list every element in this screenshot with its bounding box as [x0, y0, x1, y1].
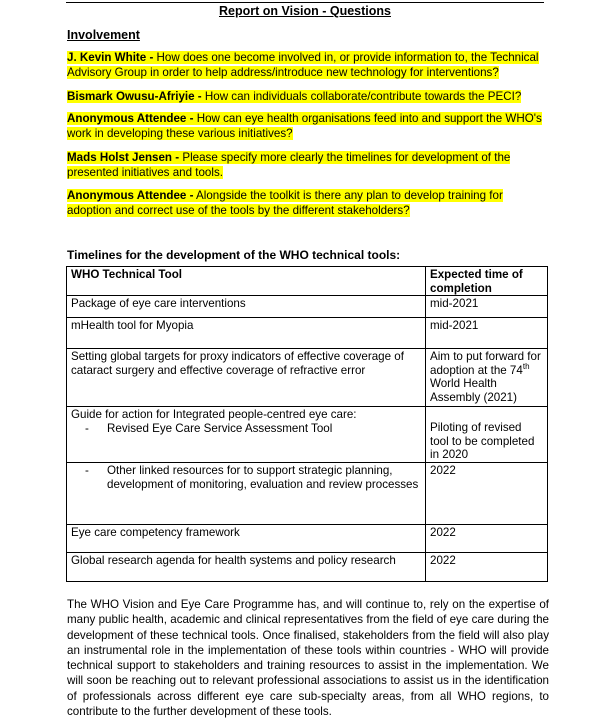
timelines-heading: Timelines for the development of the WHO technical tools: — [67, 248, 401, 262]
time-cell: 2022 — [426, 552, 548, 581]
asker-name: Mads Holst Jensen - — [67, 151, 180, 164]
asker-name: Anonymous Attendee - — [67, 189, 194, 202]
question-text: How can individuals collaborate/contribute towards the PECI? — [201, 90, 522, 103]
guide-label: Guide for action for Integrated people-centred eye care: — [71, 408, 357, 422]
time-cell: mid-2021 — [426, 318, 548, 349]
time-cell — [426, 349, 548, 407]
tool-cell: Other linked resources for to support strategic planning, development of monitoring, evaluation and review processes — [107, 463, 419, 491]
tool-cell: Package of eye care interventions — [67, 296, 426, 318]
table-row-group — [67, 407, 548, 463]
list-item — [67, 422, 425, 462]
question-text: How does one become involved in, or provide information to, the Technical Advisory Group in order to help address/introduce new technology for interventions? — [67, 51, 539, 80]
blank-cell — [426, 407, 547, 421]
guide-time-cell — [426, 407, 548, 463]
table-row — [67, 349, 548, 407]
time-cell: Piloting of revised tool to be completed in 2020 — [430, 421, 535, 462]
column-header-time: Expected time of completion — [426, 267, 548, 296]
dash-bullet: - — [85, 463, 89, 477]
asker-name: Anonymous Attendee - — [67, 112, 194, 125]
question-text: Alongside the toolkit is there any plan to develop training for adoption and correct use of the tools by the different stakeholders? — [67, 189, 503, 218]
time-cell: 2022 — [426, 462, 548, 524]
guide-cell — [67, 407, 426, 463]
question-4 — [67, 150, 547, 180]
dash-bullet: - — [85, 421, 89, 435]
top-rule — [66, 2, 544, 3]
question-3 — [67, 111, 547, 141]
tool-cell: Revised Eye Care Service Assessment Tool — [107, 421, 333, 435]
asker-name: Bismark Owusu-Afriyie - — [67, 90, 202, 103]
question-1 — [67, 50, 547, 80]
tool-cell-wrap — [67, 462, 426, 524]
column-header-tool: WHO Technical Tool — [67, 267, 426, 296]
question-text: How can eye health organisations feed into and support the WHO's work in developing these various initiatives? — [67, 112, 542, 141]
closing-paragraph: The WHO Vision and Eye Care Programme has, and will continue to, rely on the expertise of many public health, academic and clinical representatives from the field of eye care during the development of these technical tools. Once finalised, stakeholders from the field will also play an instrumental role in the implementation of these tools within countries - WHO will provide technical support to stakeholders and training resources to assist in the implementation. We will soon be reaching out to relevant professional associations to assist us in the identification of professionals across different eye care sub-specialty areas, from all WHO regions, to contribute to the further development of these tools. — [67, 598, 549, 719]
tool-cell: mHealth tool for Myopia — [67, 318, 426, 349]
time-text: Aim to put forward for adoption at the 74 — [430, 350, 541, 377]
tool-cell: Setting global targets for proxy indicators of effective coverage of cataract surgery and effective coverage of refractive error — [67, 349, 426, 407]
tool-cell: Global research agenda for health systems and policy research — [67, 552, 426, 581]
table-row — [67, 552, 548, 581]
tool-cell: Eye care competency framework — [67, 524, 426, 552]
involvement-heading: Involvement — [67, 28, 140, 42]
question-5 — [67, 188, 547, 218]
page-title: Report on Vision - Questions — [218, 4, 391, 18]
table-row — [67, 524, 548, 552]
asker-name: J. Kevin White - — [67, 51, 154, 64]
question-2 — [67, 89, 547, 104]
time-cell: 2022 — [426, 524, 548, 552]
table-row — [67, 296, 548, 318]
question-text: Please specify more clearly the timelines for development of the presented initiatives and tools. — [67, 151, 511, 180]
time-text: World Health Assembly (2021) — [430, 377, 517, 404]
table-row — [67, 318, 548, 349]
time-superscript: th — [522, 361, 530, 371]
time-cell: mid-2021 — [426, 296, 548, 318]
timelines-table — [66, 266, 548, 582]
table-header-row — [67, 267, 548, 296]
table-row — [67, 462, 548, 524]
list-item — [67, 464, 421, 491]
